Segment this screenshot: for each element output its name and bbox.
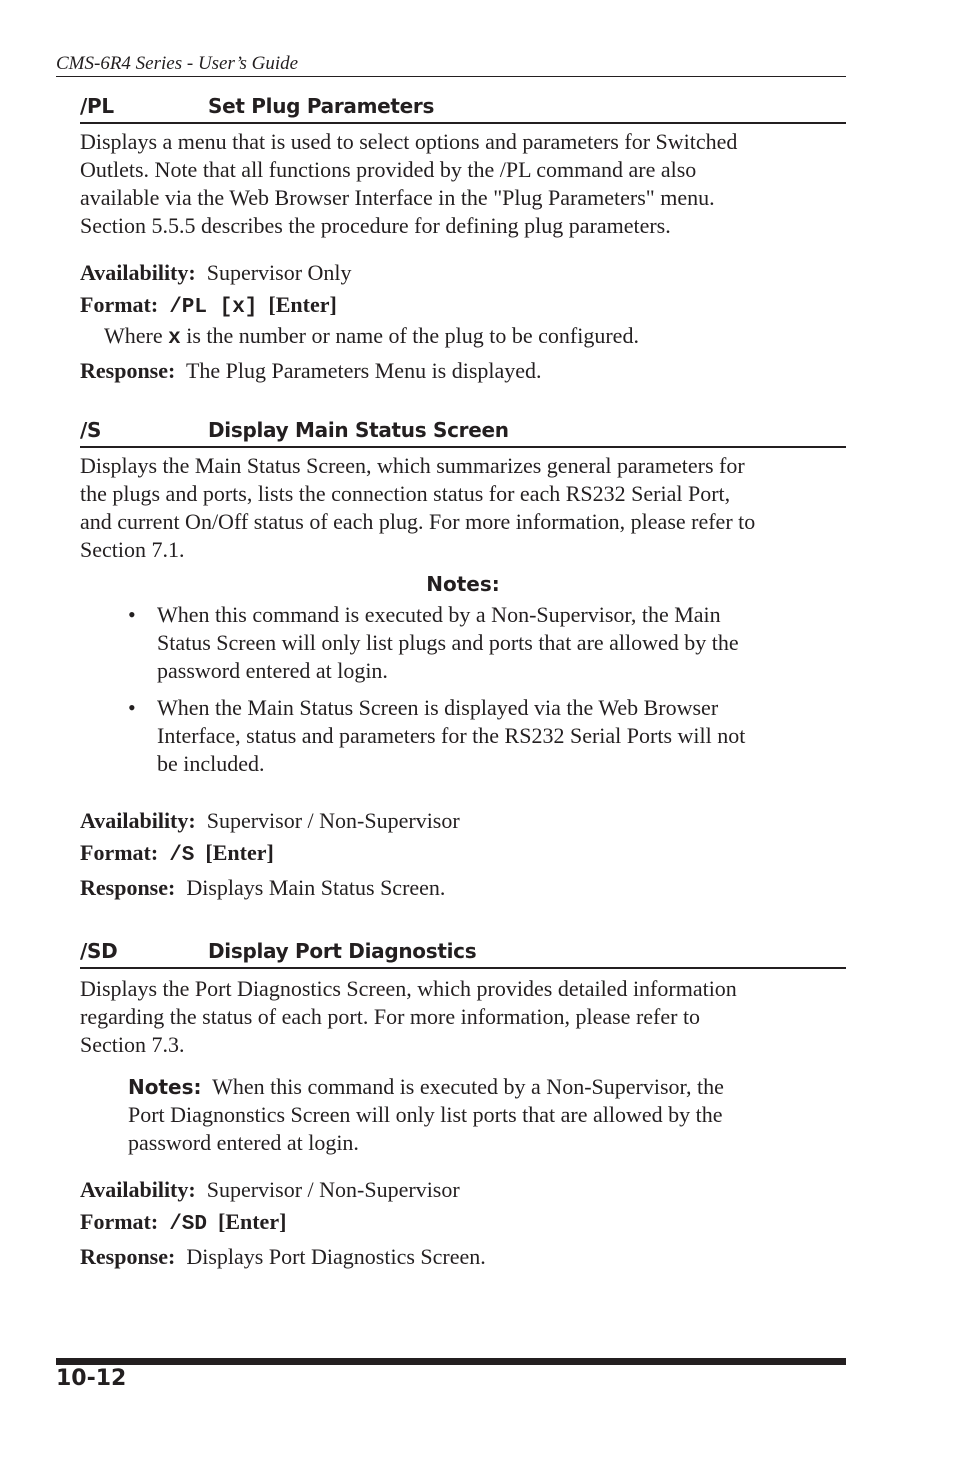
format-row (80, 291, 846, 322)
command-name: /S (80, 418, 102, 442)
availability-row (80, 1176, 846, 1204)
description-line: Displays the Port Diagnostics Screen, which provides detailed information (80, 976, 737, 1001)
description-line: Section 7.1. (80, 537, 185, 562)
bullet-icon: • (128, 695, 136, 720)
format-code: /SD (169, 1213, 207, 1236)
where-variable: x (168, 327, 181, 350)
response-value: Displays Main Status Screen. (186, 875, 446, 900)
format-label: Format: (80, 292, 159, 317)
section-heading (80, 94, 846, 124)
availability-label: Availability: (80, 808, 196, 833)
description-line: Section 7.3. (80, 1032, 185, 1057)
response-value: Displays Port Diagnostics Screen. (186, 1244, 486, 1269)
description-line: regarding the status of each port. For more information, please refer to (80, 1004, 701, 1029)
bullet-icon: • (128, 602, 136, 627)
note-block (80, 1073, 846, 1157)
description-line: and current On/Off status of each plug. For more information, please refer to (80, 509, 756, 534)
section-pl (80, 94, 846, 385)
response-value: The Plug Parameters Menu is displayed. (185, 358, 542, 383)
description-line: Section 5.5.5 describes the procedure for defining plug parameters. (80, 213, 671, 238)
note-line: password entered at login. (157, 658, 388, 683)
notes-heading: Notes: (426, 572, 500, 596)
section-title: Set Plug Parameters (208, 94, 435, 118)
note-line: Status Screen will only list plugs and ports that are allowed by the (157, 630, 739, 655)
format-row (80, 839, 846, 870)
section-description (80, 128, 846, 240)
format-suffix: [Enter] (268, 292, 337, 317)
section-description (80, 975, 846, 1059)
response-label: Response: (80, 1244, 176, 1269)
format-suffix: [Enter] (218, 1209, 287, 1234)
description-line: Outlets. Note that all functions provided by the /PL command are also (80, 157, 697, 182)
response-row (80, 357, 846, 385)
response-row (80, 874, 846, 902)
note-line (128, 1073, 846, 1101)
section-description (80, 452, 846, 564)
running-header: CMS-6R4 Series - User’s Guide (56, 52, 846, 77)
section-title: Display Port Diagnostics (208, 939, 477, 963)
format-code: /S (169, 844, 195, 867)
command-name: /SD (80, 939, 118, 963)
description-line: available via the Web Browser Interface in the "Plug Parameters" menu. (80, 185, 715, 210)
note-item (80, 694, 846, 778)
note-line: When the Main Status Screen is displayed via the Web Browser (157, 695, 719, 720)
note-text: When this command is executed by a Non-Supervisor, the (212, 1074, 724, 1099)
response-label: Response: (80, 358, 176, 383)
section-s (80, 418, 846, 902)
format-label: Format: (80, 840, 159, 865)
notes-label: Notes: (128, 1075, 202, 1099)
note-line: Interface, status and parameters for the RS232 Serial Ports will not (157, 723, 746, 748)
note-line: When this command is executed by a Non-Supervisor, the Main (157, 602, 721, 627)
section-heading (80, 939, 846, 969)
description-line: Displays a menu that is used to select options and parameters for Switched (80, 129, 738, 154)
page-number: 10-12 (56, 1366, 127, 1391)
section-heading (80, 418, 846, 448)
availability-value: Supervisor / Non-Supervisor (206, 808, 460, 833)
response-label: Response: (80, 875, 176, 900)
availability-label: Availability: (80, 260, 196, 285)
footer-rule (56, 1358, 846, 1365)
availability-value: Supervisor / Non-Supervisor (206, 1177, 460, 1202)
format-suffix: [Enter] (205, 840, 274, 865)
format-row (80, 1208, 846, 1239)
description-line: the plugs and ports, lists the connection status for each RS232 Serial Port, (80, 481, 731, 506)
where-row (80, 322, 846, 353)
note-line: be included. (157, 751, 265, 776)
description-line: Displays the Main Status Screen, which summarizes general parameters for (80, 453, 745, 478)
availability-label: Availability: (80, 1177, 196, 1202)
note-line: password entered at login. (128, 1130, 359, 1155)
availability-row (80, 259, 846, 287)
section-sd (80, 939, 846, 1271)
format-label: Format: (80, 1209, 159, 1234)
command-name: /PL (80, 94, 114, 118)
note-item (80, 601, 846, 685)
availability-row (80, 807, 846, 835)
where-prefix: Where (104, 323, 163, 348)
response-row (80, 1243, 846, 1271)
section-title: Display Main Status Screen (208, 418, 509, 442)
where-text: is the number or name of the plug to be configured. (186, 323, 639, 348)
availability-value: Supervisor Only (206, 260, 352, 285)
note-line: Port Diagnonstics Screen will only list ports that are allowed by the (128, 1102, 723, 1127)
format-code: /PL [x] (169, 296, 258, 319)
